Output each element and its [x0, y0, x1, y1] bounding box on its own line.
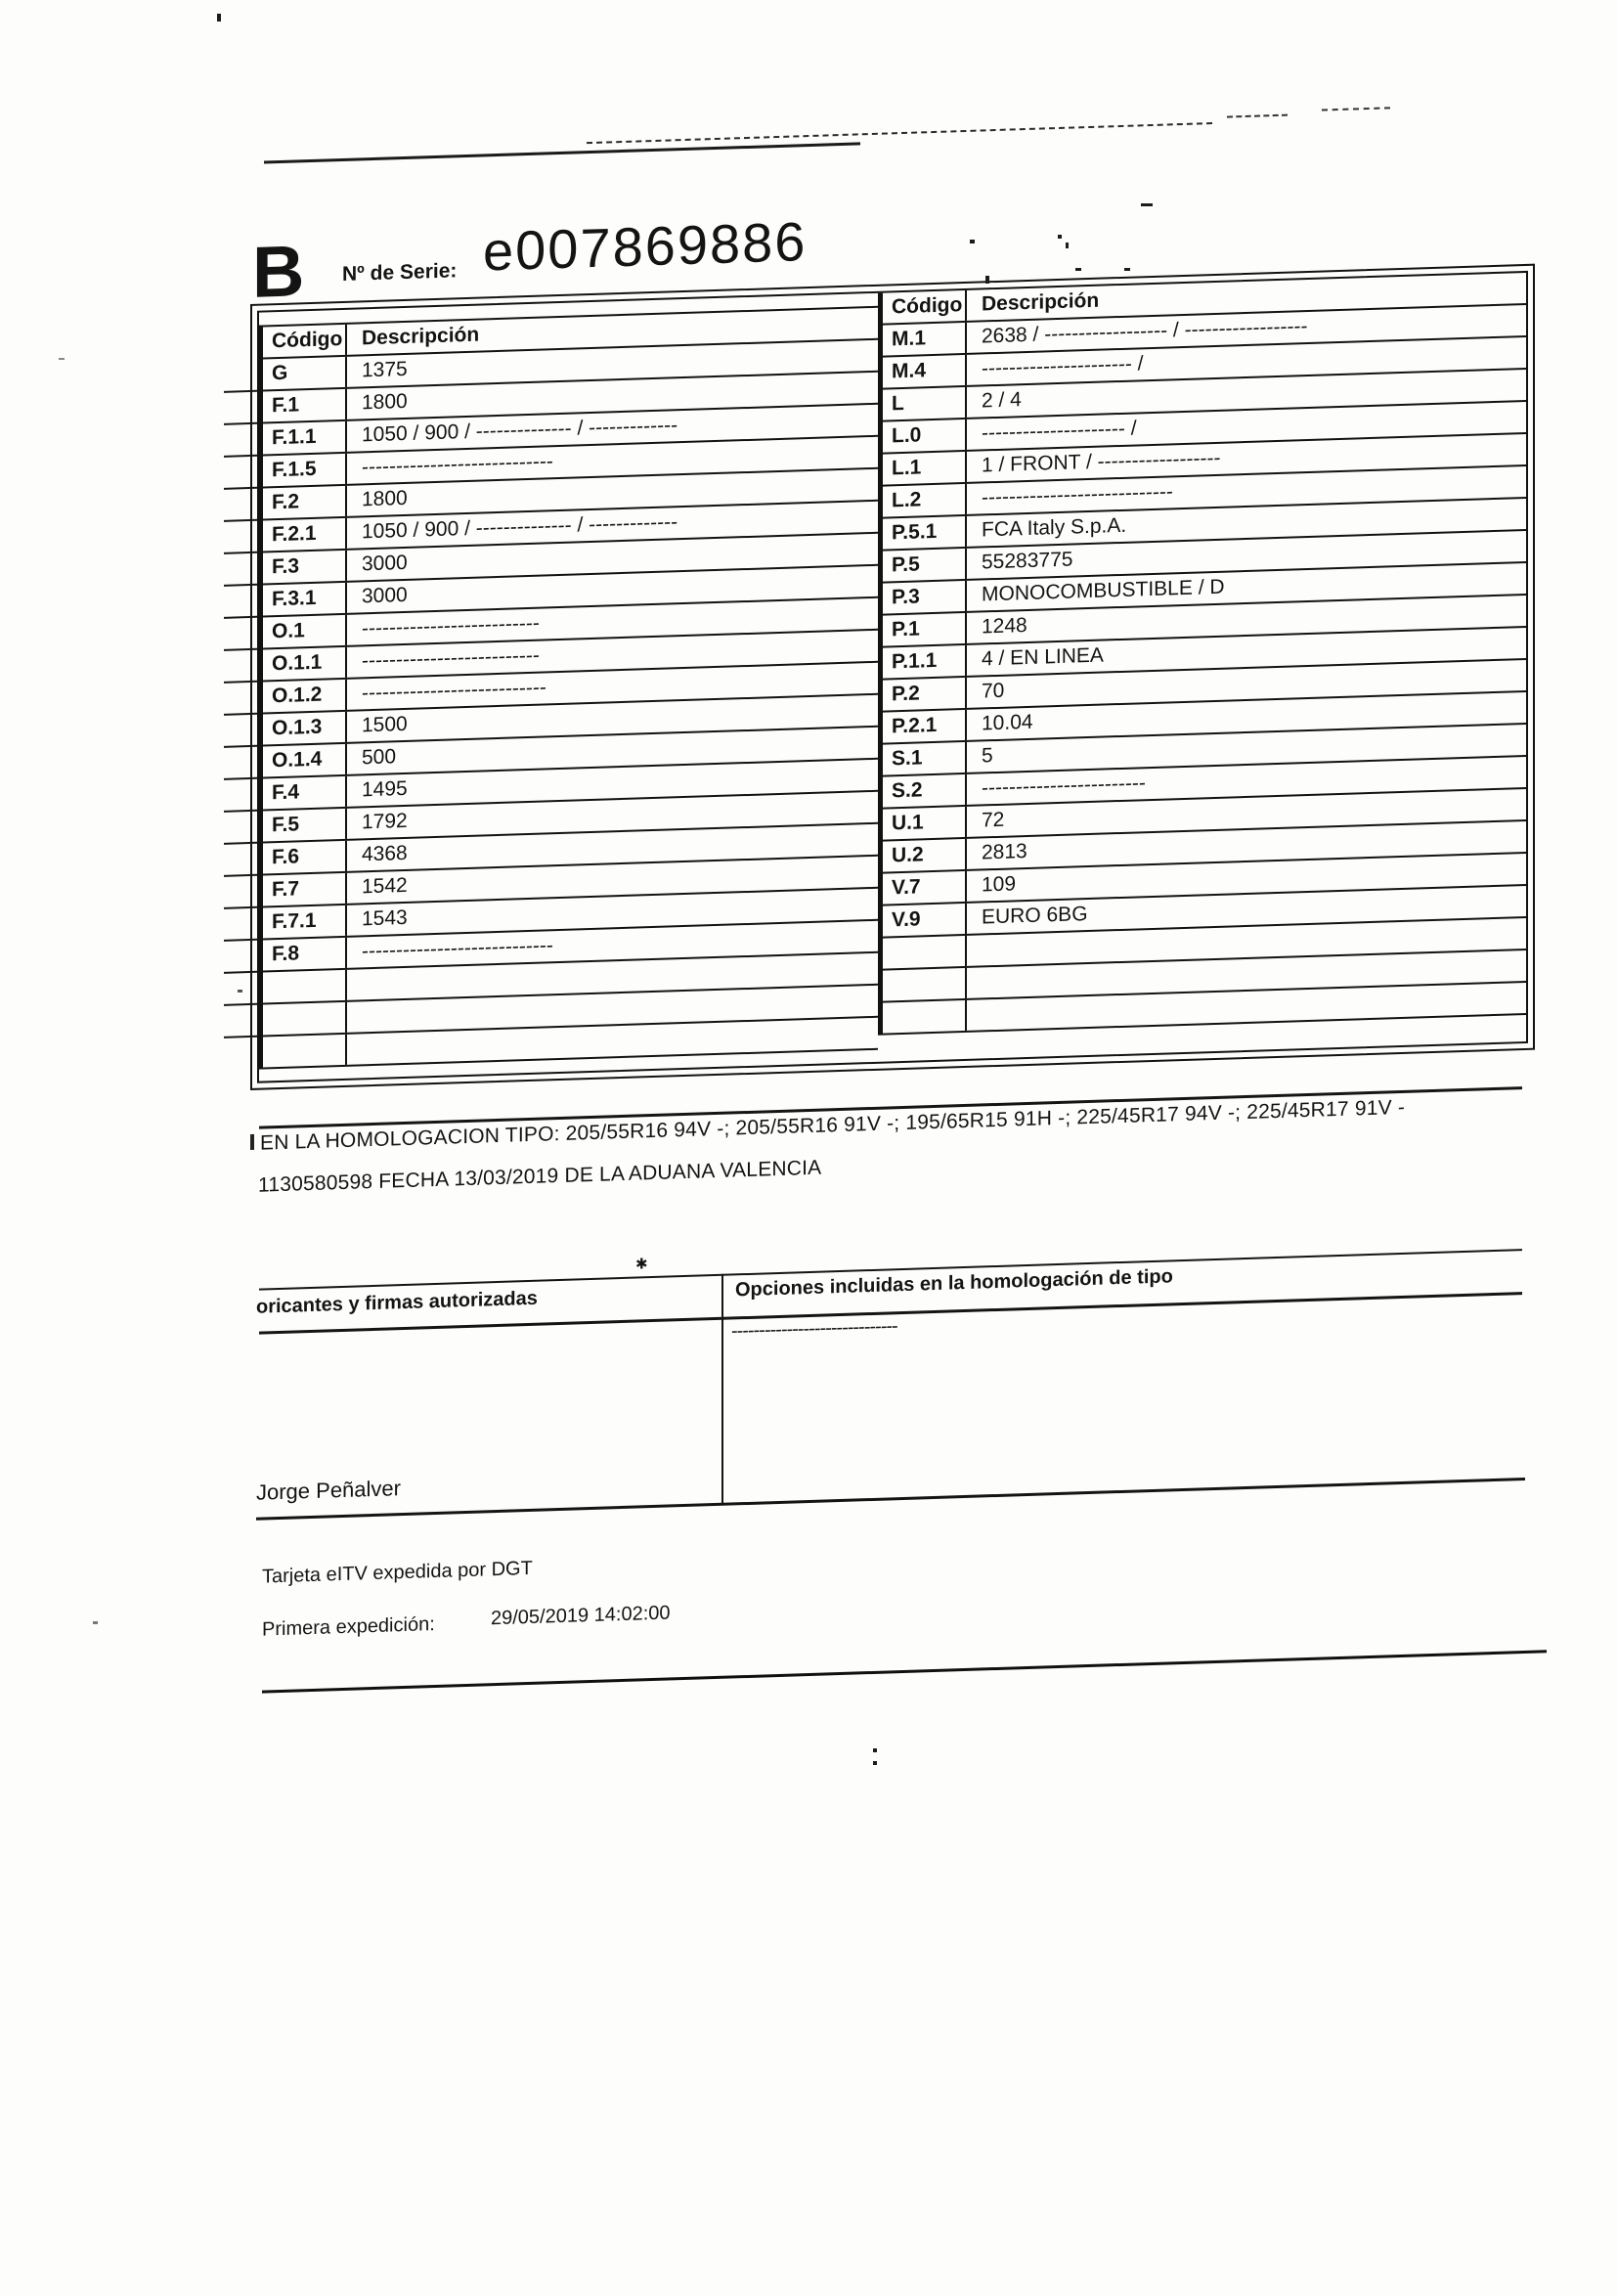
type-approval-options-header: Opciones incluidas en la homologación de tipo: [735, 1265, 1173, 1302]
scan-speck: [1141, 203, 1153, 206]
row-code: [883, 1000, 967, 1034]
row-description: ----------------------------: [362, 934, 553, 963]
row-code: F.2: [263, 486, 347, 519]
row-description: 1050 / 900 / -------------- / -------------: [362, 414, 678, 447]
right-codes-table: [878, 273, 1526, 1036]
row-description: ------------------------: [982, 772, 1146, 800]
top-scan-rule-dashed: [587, 122, 1212, 144]
row-description: 1542: [362, 873, 408, 899]
row-code: [263, 1035, 347, 1068]
row-description: 4 / EN LINEA: [982, 643, 1104, 671]
row-code: F.2.1: [263, 518, 347, 552]
row-description: 2638 / ------------------ / ------------------: [982, 314, 1308, 348]
row-description: --------------------------: [362, 643, 540, 673]
scan-speck: [93, 1621, 98, 1624]
row-code: F.1.5: [263, 454, 347, 487]
homologation-customs-line: 1130580598 FECHA 13/03/2019 DE LA ADUANA VALENCIA: [258, 1156, 822, 1197]
row-code: F.1: [263, 389, 347, 422]
row-code: F.7: [263, 873, 347, 906]
serial-number-value: e007869886: [483, 210, 808, 283]
row-description: 70: [982, 679, 1005, 703]
row-description: MONOCOMBUSTIBLE / D: [982, 575, 1225, 606]
description-column-header: Descripción: [362, 323, 480, 350]
manufacturers-signatures-header: oricantes y firmas autorizadas: [256, 1287, 538, 1318]
row-code: U.1: [883, 807, 967, 840]
row-description: 109: [982, 872, 1017, 897]
row-description: ---------------------------: [362, 676, 546, 705]
row-description: ----------------------------: [362, 450, 553, 479]
scan-speck: [873, 1761, 877, 1765]
row-code: P.5.1: [883, 516, 967, 550]
row-code: S.2: [883, 774, 967, 808]
signatures-band-divider: [721, 1274, 723, 1505]
row-description: 1500: [362, 712, 408, 737]
row-description: 4368: [362, 841, 408, 866]
row-code: P.5: [883, 549, 967, 582]
scan-speck: [59, 358, 65, 360]
row-description: 1 / FRONT / ------------------: [982, 446, 1221, 477]
codes-table-container: [257, 271, 1528, 1083]
row-description: 1800: [362, 486, 408, 511]
row-code: P.2: [883, 678, 967, 711]
row-description: 3000: [362, 551, 408, 576]
row-code: O.1.3: [263, 712, 347, 745]
left-codes-table: [259, 306, 878, 1070]
row-code: O.1.4: [263, 744, 347, 777]
row-description: 10.04: [982, 710, 1033, 735]
row-description: 55283775: [982, 548, 1073, 574]
options-empty-placeholder: ------------------------------: [731, 1315, 897, 1343]
row-description: --------------------- /: [982, 417, 1137, 445]
scan-speck: [238, 990, 242, 993]
row-code: [263, 970, 347, 1003]
row-description: 5: [982, 744, 993, 768]
row-code: F.5: [263, 809, 347, 842]
scan-speck: [970, 240, 975, 243]
row-code: O.1: [263, 615, 347, 648]
row-description: 1800: [362, 389, 408, 415]
first-issue-datetime: 29/05/2019 14:02:00: [491, 1602, 671, 1630]
row-code: L.2: [883, 484, 967, 517]
row-description: ----------------------------: [982, 480, 1173, 509]
row-description: 1543: [362, 905, 408, 931]
row-description: 1248: [982, 613, 1027, 639]
row-description: 3000: [362, 583, 408, 608]
row-description: 500: [362, 745, 397, 770]
homologation-tyres-line: EN LA HOMOLOGACION TIPO: 205/55R16 94V -; 205/55R16 91V -; 195/65R15 91H -; 225/45R17 94V -; 225/45R17 91V -: [260, 1095, 1406, 1155]
row-code: [883, 968, 967, 1001]
code-column-header: Código: [883, 290, 967, 324]
top-scan-rule-fragment: [1227, 114, 1288, 118]
serial-number-label: Nº de Serie:: [342, 259, 458, 287]
row-code: S.1: [883, 742, 967, 775]
cutoff-character-fragment: [250, 1134, 254, 1150]
scan-speck: [1124, 268, 1130, 271]
row-code: F.3: [263, 551, 347, 584]
row-code: [883, 936, 967, 969]
row-code: L: [883, 387, 967, 420]
row-code: M.1: [883, 323, 967, 356]
row-code: P.3: [883, 581, 967, 614]
row-code: P.1: [883, 613, 967, 646]
row-code: F.1.1: [263, 421, 347, 455]
row-code: F.8: [263, 938, 347, 971]
row-description: 1495: [362, 776, 408, 802]
code-column-header: Código: [263, 325, 347, 358]
row-description: ---------------------- /: [982, 352, 1144, 380]
row-code: [263, 1002, 347, 1036]
scan-speck: [217, 14, 221, 22]
row-code: F.3.1: [263, 583, 347, 616]
row-code: L.0: [883, 419, 967, 453]
scan-speck: [1066, 243, 1069, 248]
row-code: O.1.2: [263, 680, 347, 713]
scan-speck: [1058, 235, 1062, 239]
row-description: 2813: [982, 839, 1027, 864]
top-scan-rule-fragment: [1322, 107, 1390, 110]
row-description: --------------------------: [362, 611, 540, 640]
row-code: V.9: [883, 904, 967, 937]
row-code: L.1: [883, 452, 967, 485]
row-description: FCA Italy S.p.A.: [982, 513, 1127, 542]
row-code: O.1.1: [263, 647, 347, 681]
scan-speck: [873, 1748, 877, 1752]
description-column-header: Descripción: [982, 288, 1100, 316]
top-scan-rule: [264, 142, 860, 163]
scan-speck: [985, 276, 989, 284]
bottom-rule: [262, 1650, 1547, 1693]
star-scan-mark: ✱: [635, 1256, 648, 1273]
scan-speck: [1075, 268, 1081, 271]
form-section-letter: B: [252, 230, 303, 313]
row-description: 72: [982, 808, 1005, 832]
signature-underline: [256, 1478, 1525, 1521]
signer-name: Jorge Peñalver: [256, 1476, 401, 1505]
row-code: U.2: [883, 839, 967, 872]
row-description: 1792: [362, 809, 408, 834]
card-issuer-line: Tarjeta eITV expedida por DGT: [262, 1557, 533, 1588]
row-description: 1050 / 900 / -------------- / -------------: [362, 510, 678, 544]
row-code: V.7: [883, 871, 967, 905]
row-description: 2 / 4: [982, 388, 1022, 413]
row-code: M.4: [883, 355, 967, 388]
row-code: G: [263, 357, 347, 390]
row-description: EURO 6BG: [982, 903, 1088, 929]
row-code: F.6: [263, 841, 347, 874]
row-code: F.4: [263, 776, 347, 810]
first-issue-label: Primera expedición:: [262, 1613, 435, 1641]
row-description: 1375: [362, 357, 408, 382]
row-code: P.2.1: [883, 710, 967, 743]
row-code: P.1.1: [883, 645, 967, 679]
row-code: F.7.1: [263, 905, 347, 939]
